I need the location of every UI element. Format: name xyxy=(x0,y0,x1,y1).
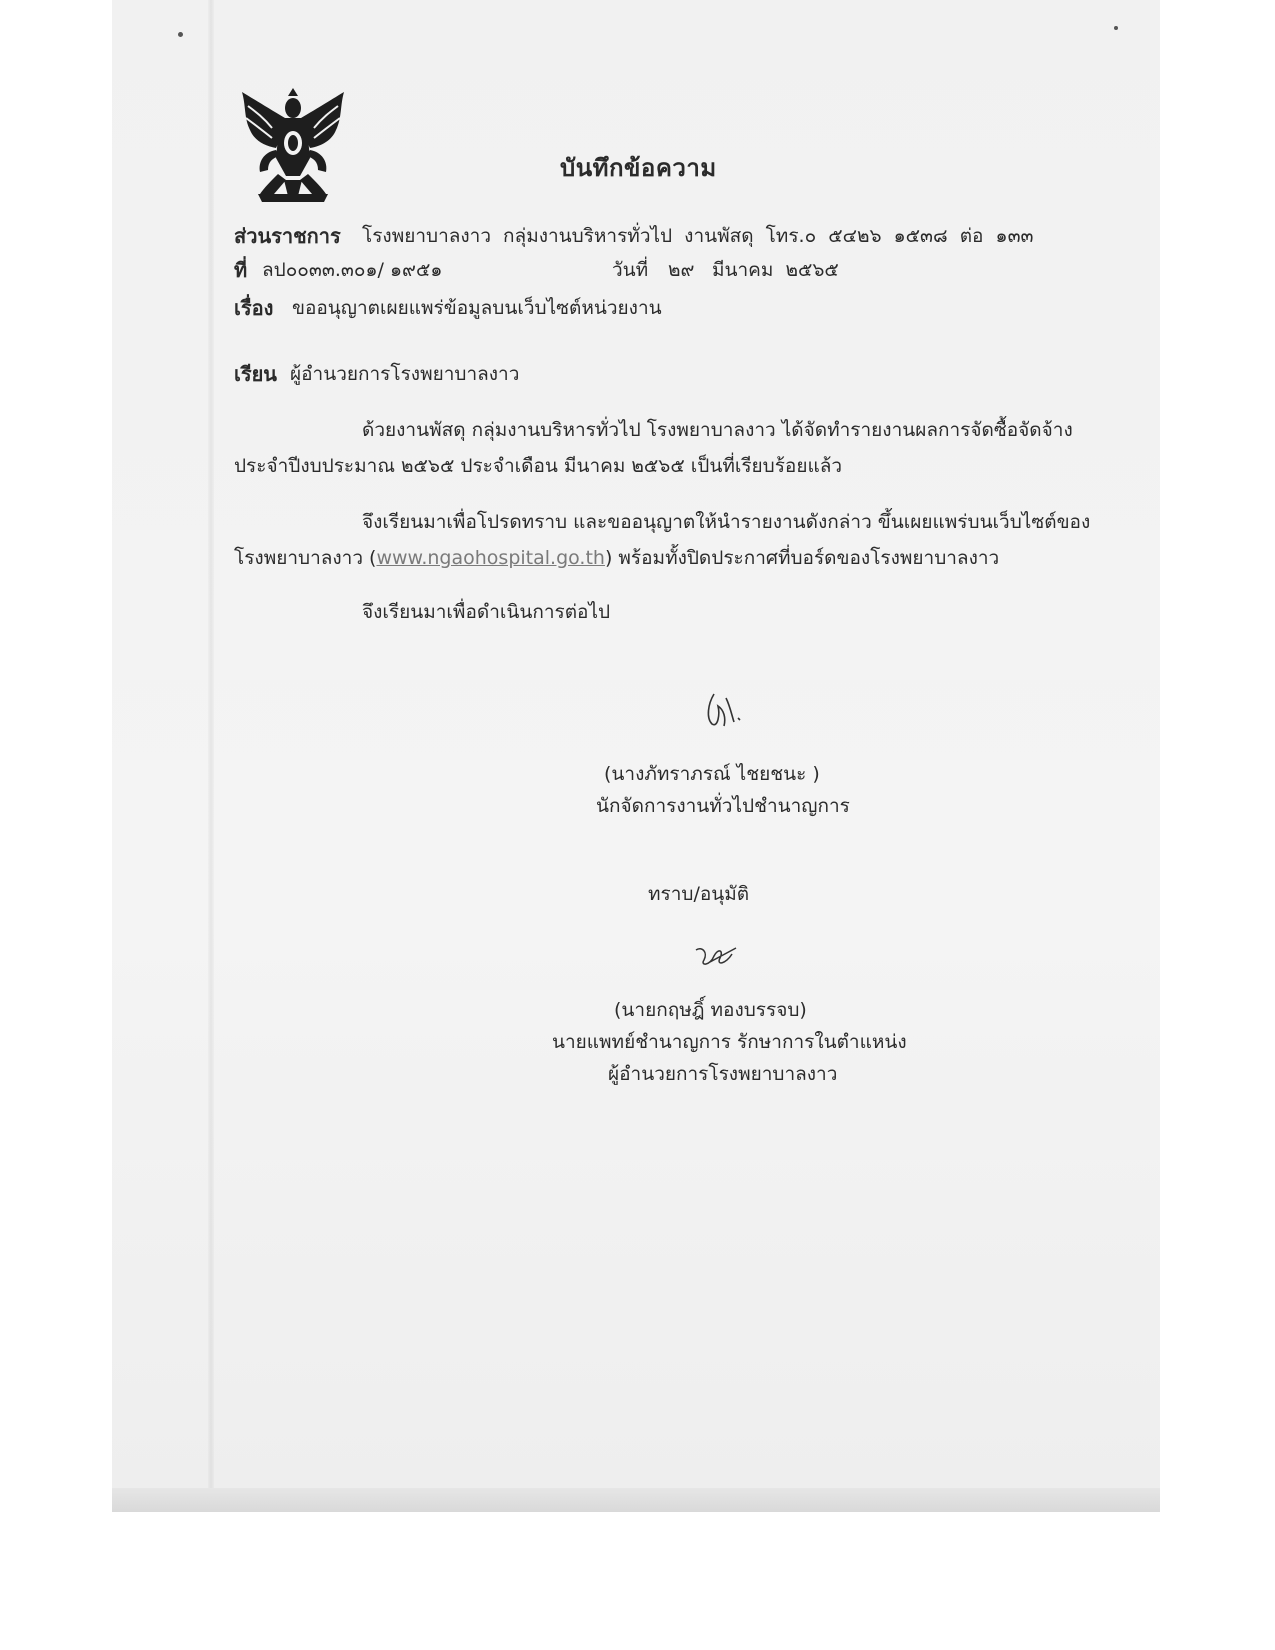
body-paragraph-1-line-2: ประจำปีงบประมาณ ๒๕๖๕ ประจำเดือน มีนาคม ๒๕๖๕ เป็นที่เรียบร้อยแล้ว xyxy=(234,455,843,477)
body-paragraph-2-line-2 xyxy=(234,546,999,570)
addressee-value: ผู้อำนวยการโรงพยาบาลงาว xyxy=(290,363,520,385)
body-paragraph-2-line-1: จึงเรียนมาเพื่อโปรดทราบ และขออนุญาตให้นำรายงานดังกล่าว ขึ้นเผยแพร่บนเว็บไซต์ของ xyxy=(362,511,1091,533)
garuda-emblem-icon xyxy=(238,88,348,206)
reference-number: ลป๐๐๓๓.๓๐๑/ ๑๙๕๑ xyxy=(262,259,443,281)
signer-2-name: (นายกฤษฎิ์ ทองบรรจบ) xyxy=(614,999,807,1021)
handwritten-signature-1 xyxy=(700,688,748,734)
body-paragraph-1-line-1: ด้วยงานพัสดุ กลุ่มงานบริหารทั่วไป โรงพยาบาลงาว ได้จัดทำรายงานผลการจัดซื้อจัดจ้าง xyxy=(362,419,1073,441)
website-link[interactable]: www.ngaohospital.go.th xyxy=(376,547,605,569)
signer-1-name: (นางภัทราภรณ์ ไชยชนะ ) xyxy=(604,763,820,785)
date-label: วันที่ xyxy=(612,259,649,281)
scan-speck xyxy=(178,32,183,37)
signer-2-position-line-1: นายแพทย์ชำนาญการ รักษาการในตำแหน่ง xyxy=(552,1031,907,1053)
subject-label: เรื่อง xyxy=(234,296,274,320)
signer-1-position: นักจัดการงานทั่วไปชำนาญการ xyxy=(596,795,850,817)
reference-label: ที่ xyxy=(234,258,248,282)
agency-label: ส่วนราชการ xyxy=(234,224,341,248)
scan-speck xyxy=(1114,26,1118,30)
scan-bottom-edge xyxy=(112,1488,1160,1512)
body-paragraph-3: จึงเรียนมาเพื่อดำเนินการต่อไป xyxy=(362,601,611,623)
body-text: ) พร้อมทั้งปิดประกาศที่บอร์ดของโรงพยาบาลงาว xyxy=(604,547,1000,569)
handwritten-signature-2 xyxy=(690,942,740,972)
addressee-label: เรียน xyxy=(234,362,277,386)
document-title: บันทึกข้อความ xyxy=(560,154,717,182)
body-text: โรงพยาบาลงาว ( xyxy=(234,547,377,569)
subject-value: ขออนุญาตเผยแพร่ข้อมูลบนเว็บไซต์หน่วยงาน xyxy=(292,297,662,319)
signer-2-position-line-2: ผู้อำนวยการโรงพยาบาลงาว xyxy=(608,1063,838,1085)
date-month-year: มีนาคม ๒๕๖๕ xyxy=(712,259,839,281)
agency-value: โรงพยาบาลงาว กลุ่มงานบริหารทั่วไป งานพัสดุ โทร.๐ ๕๔๒๖ ๑๕๓๘ ต่อ ๑๓๓ xyxy=(362,225,1034,247)
scan-shadow xyxy=(208,0,214,1490)
date-day: ๒๙ xyxy=(668,259,695,281)
approval-text: ทราบ/อนุมัติ xyxy=(648,883,750,905)
